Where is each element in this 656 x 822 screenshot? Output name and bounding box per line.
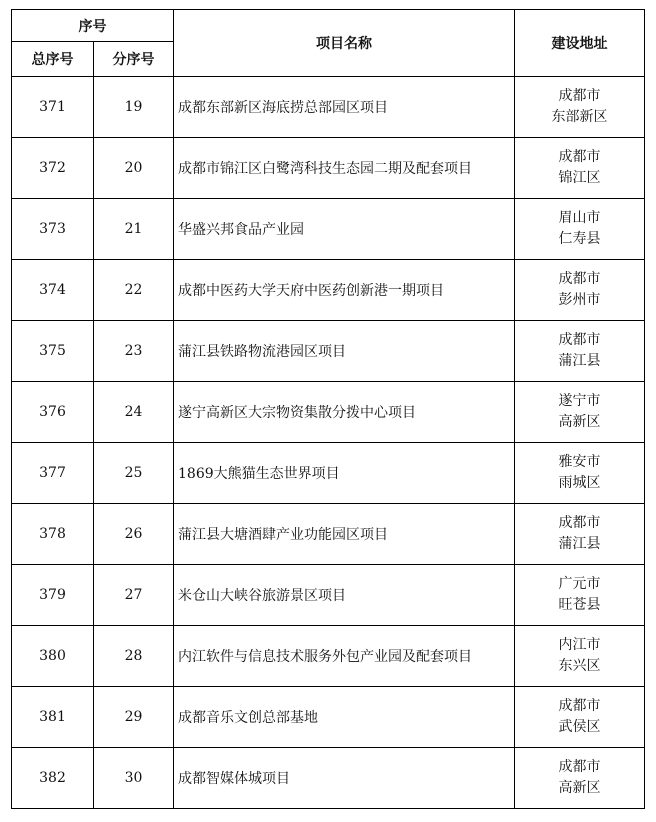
- table-row: [12, 443, 645, 504]
- table-row: [12, 748, 645, 809]
- sub-seq-cell: 29: [94, 687, 174, 748]
- total-seq-cell: 381: [12, 687, 94, 748]
- location-district: 武侯区: [558, 719, 601, 735]
- table-row: [12, 687, 645, 748]
- total-seq-cell: 372: [12, 138, 94, 199]
- project-name-cell: 遂宁高新区大宗物资集散分拨中心项目: [174, 382, 515, 443]
- location-district: 蒲江县: [558, 536, 601, 552]
- location-city: 眉山市: [558, 210, 601, 226]
- location-city: 遂宁市: [558, 393, 601, 409]
- location-cell: [515, 504, 645, 565]
- location-city: 成都市: [558, 698, 601, 714]
- location-city: 内江市: [558, 637, 601, 653]
- sub-seq-cell: 28: [94, 626, 174, 687]
- table-row: [12, 199, 645, 260]
- sub-seq-cell: 30: [94, 748, 174, 809]
- project-name-cell: 华盛兴邦食品产业园: [174, 199, 515, 260]
- location-cell: [515, 77, 645, 138]
- location-district: 东部新区: [551, 109, 608, 125]
- sub-seq-cell: 25: [94, 443, 174, 504]
- location-cell: [515, 626, 645, 687]
- total-seq-cell: 376: [12, 382, 94, 443]
- location-district: 高新区: [558, 414, 601, 430]
- table-row: [12, 77, 645, 138]
- sub-seq-cell: 22: [94, 260, 174, 321]
- sub-seq-cell: 23: [94, 321, 174, 382]
- project-name-cell: 蒲江县铁路物流港园区项目: [174, 321, 515, 382]
- project-table: [11, 9, 645, 809]
- location-district: 雨城区: [558, 475, 601, 491]
- project-name-cell: 成都市锦江区白鹭湾科技生态园二期及配套项目: [174, 138, 515, 199]
- sub-seq-cell: 27: [94, 565, 174, 626]
- table-body: [12, 77, 645, 809]
- location-city: 成都市: [558, 759, 601, 775]
- location-cell: [515, 199, 645, 260]
- table-row: [12, 626, 645, 687]
- location-city: 成都市: [558, 515, 601, 531]
- total-seq-cell: 373: [12, 199, 94, 260]
- total-seq-cell: 382: [12, 748, 94, 809]
- table-row: [12, 138, 645, 199]
- location-city: 成都市: [558, 149, 601, 165]
- location-district: 高新区: [558, 780, 601, 796]
- location-city: 广元市: [558, 576, 601, 592]
- table-header: [12, 10, 645, 77]
- table-row: [12, 504, 645, 565]
- location-cell: [515, 443, 645, 504]
- header-row: [12, 10, 645, 42]
- location-cell: [515, 565, 645, 626]
- location-cell: [515, 138, 645, 199]
- total-seq-cell: 378: [12, 504, 94, 565]
- project-name-cell: 米仓山大峡谷旅游景区项目: [174, 565, 515, 626]
- table-row: [12, 382, 645, 443]
- total-seq-cell: 380: [12, 626, 94, 687]
- project-name-cell: 成都中医药大学天府中医药创新港一期项目: [174, 260, 515, 321]
- table-row: [12, 565, 645, 626]
- location-city: 成都市: [558, 88, 601, 104]
- location-cell: [515, 748, 645, 809]
- total-seq-cell: 375: [12, 321, 94, 382]
- table-row: [12, 321, 645, 382]
- location-district: 锦江区: [558, 170, 601, 186]
- project-name-cell: 成都东部新区海底捞总部园区项目: [174, 77, 515, 138]
- sub-seq-cell: 21: [94, 199, 174, 260]
- project-name-cell: 成都音乐文创总部基地: [174, 687, 515, 748]
- table-row: [12, 260, 645, 321]
- location-district: 彭州市: [558, 292, 601, 308]
- location-cell: [515, 260, 645, 321]
- sub-seq-cell: 24: [94, 382, 174, 443]
- project-name-cell: 内江软件与信息技术服务外包产业园及配套项目: [174, 626, 515, 687]
- project-name-cell: 成都智媒体城项目: [174, 748, 515, 809]
- location-district: 蒲江县: [558, 353, 601, 369]
- sub-seq-header: 分序号: [94, 42, 174, 77]
- total-seq-cell: 377: [12, 443, 94, 504]
- location-city: 成都市: [558, 332, 601, 348]
- location-district: 东兴区: [558, 658, 601, 674]
- sub-seq-cell: 19: [94, 77, 174, 138]
- location-city: 雅安市: [558, 454, 601, 470]
- total-seq-cell: 379: [12, 565, 94, 626]
- total-seq-cell: 371: [12, 77, 94, 138]
- total-seq-cell: 374: [12, 260, 94, 321]
- project-name-cell: 蒲江县大塘酒肆产业功能园区项目: [174, 504, 515, 565]
- sub-seq-cell: 26: [94, 504, 174, 565]
- location-header: 建设地址: [515, 10, 645, 77]
- sub-seq-cell: 20: [94, 138, 174, 199]
- location-cell: [515, 321, 645, 382]
- project-name-header: 项目名称: [174, 10, 515, 77]
- location-district: 旺苍县: [558, 597, 601, 613]
- location-cell: [515, 382, 645, 443]
- project-name-cell: 1869大熊猫生态世界项目: [174, 443, 515, 504]
- location-district: 仁寿县: [558, 231, 601, 247]
- total-seq-header: 总序号: [12, 42, 94, 77]
- seq-header: 序号: [12, 10, 174, 42]
- location-city: 成都市: [558, 271, 601, 287]
- location-cell: [515, 687, 645, 748]
